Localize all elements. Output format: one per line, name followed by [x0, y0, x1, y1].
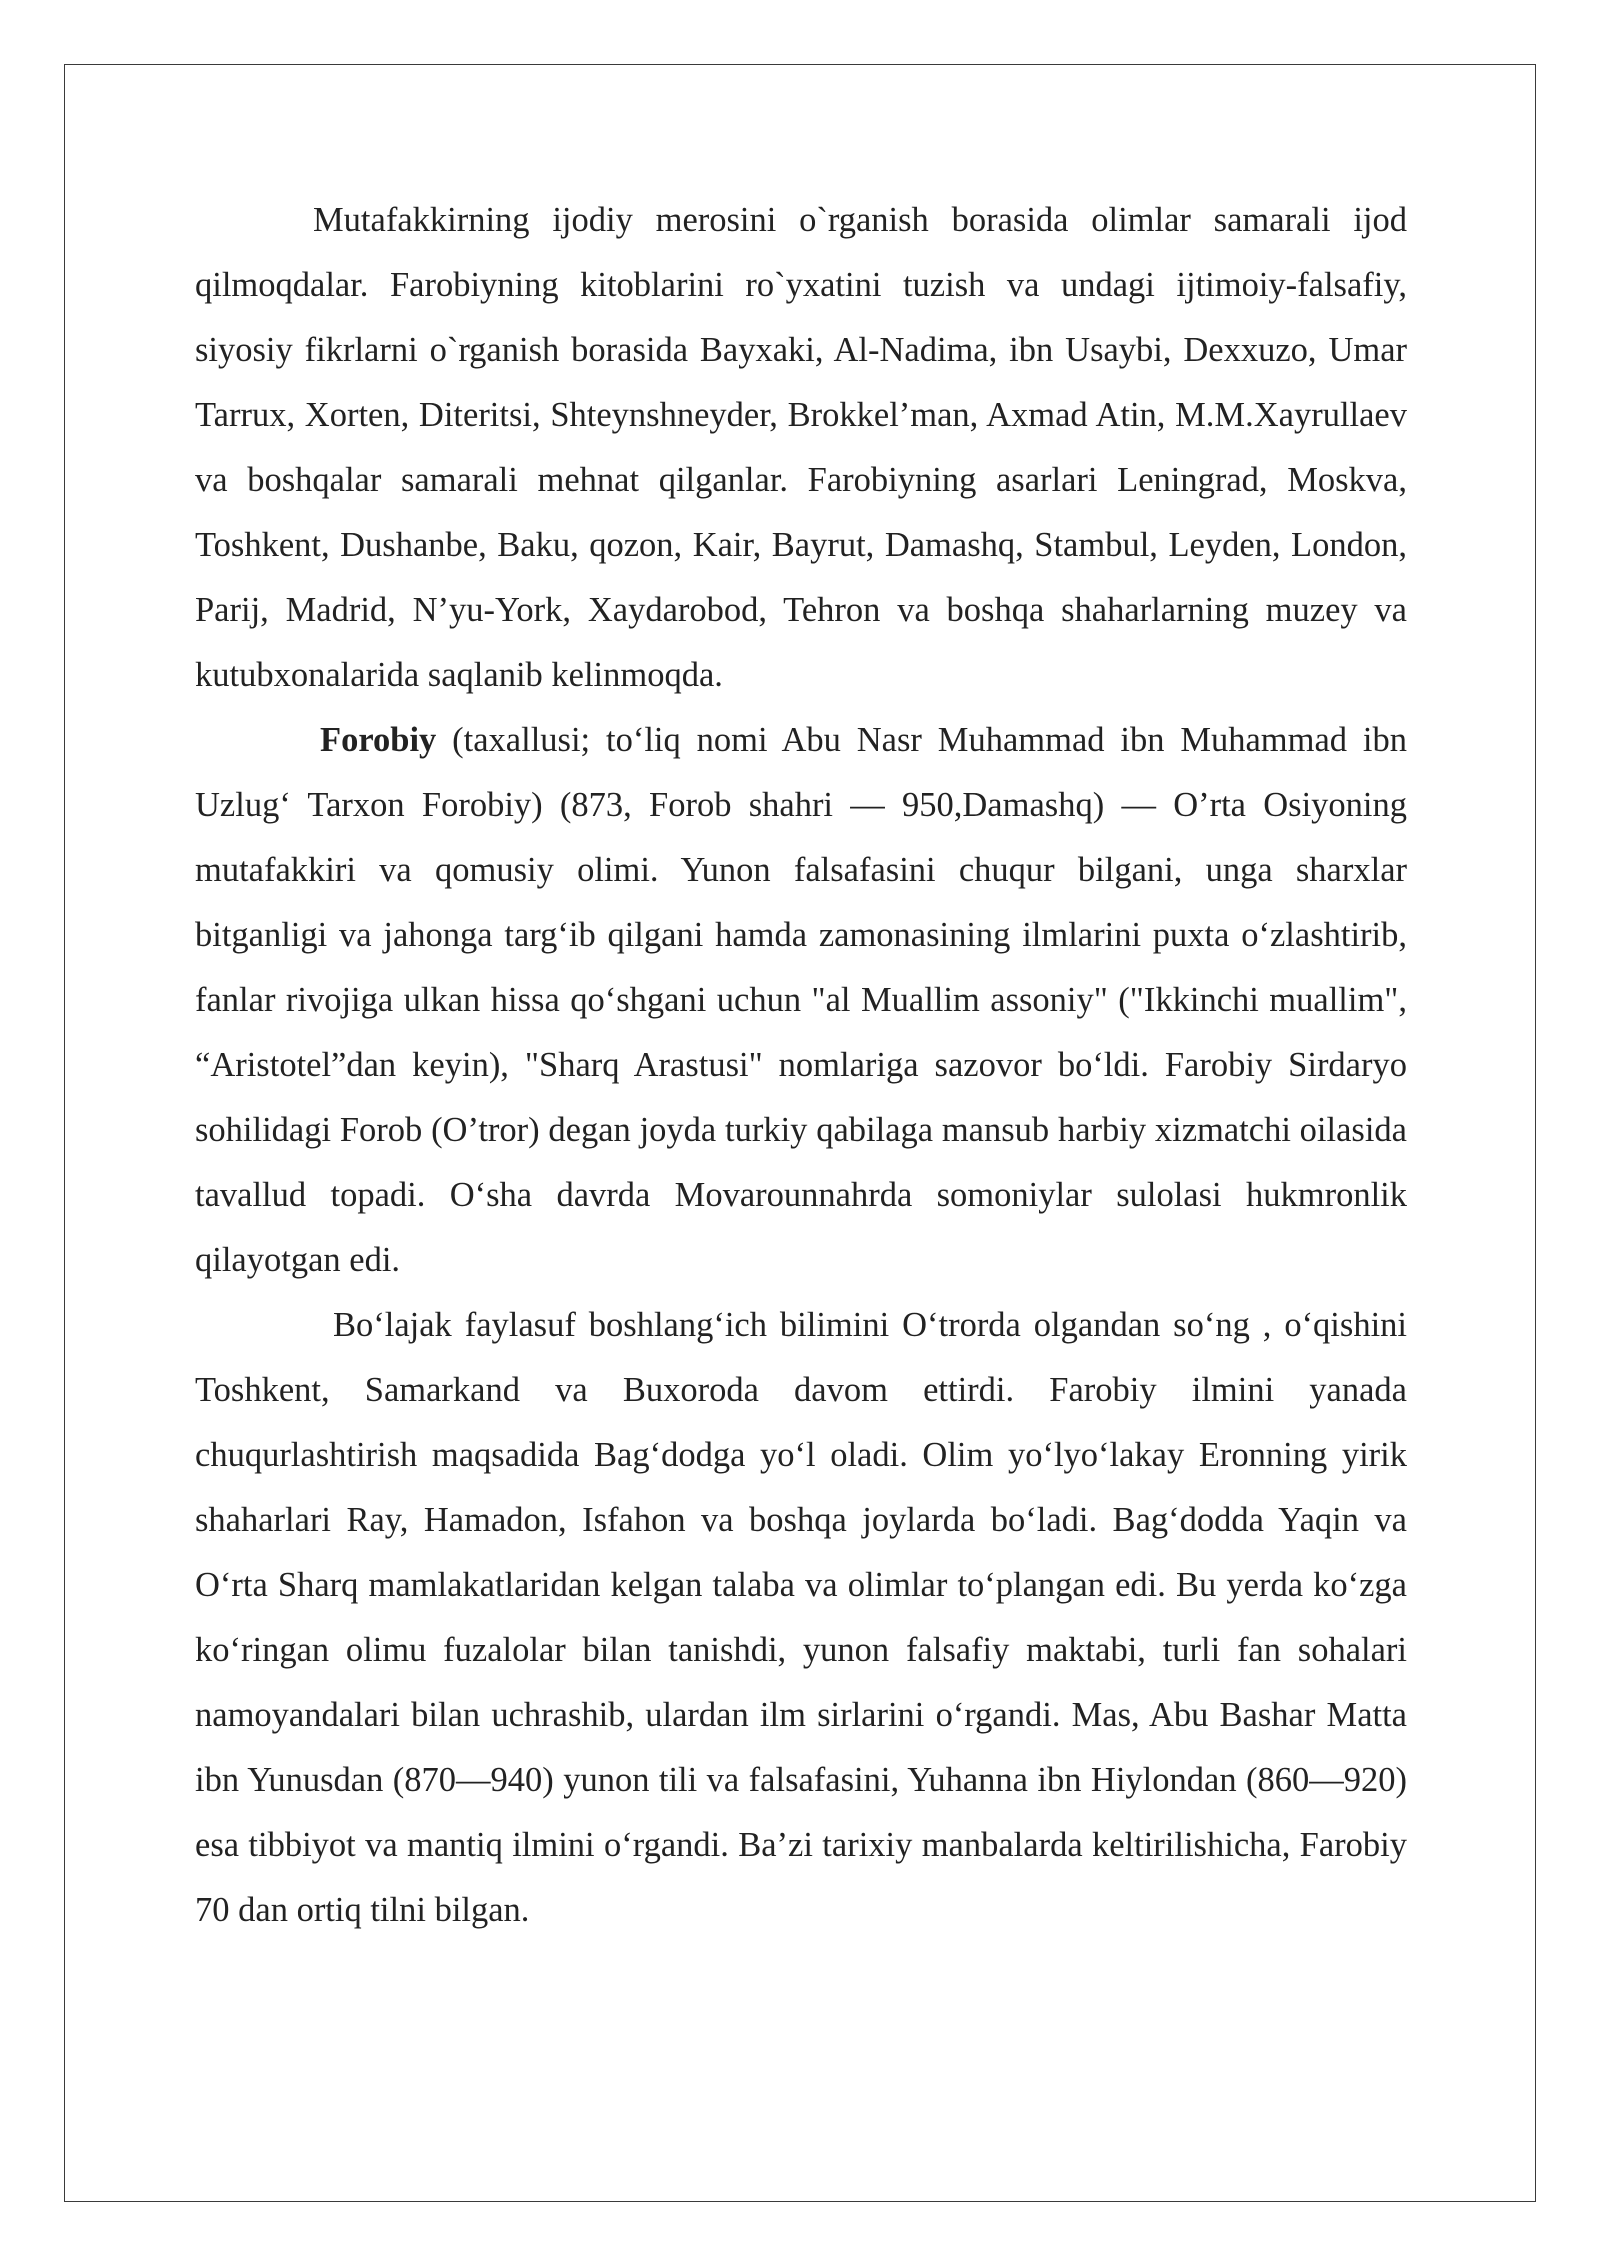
- paragraph-1: [195, 188, 1407, 708]
- paragraph-3-text: Bo‘lajak faylasuf boshlang‘ich bilimini O‘trorda olgandan so‘ng , o‘qishini Toshkent, Samarkand va Buxoroda davom ettirdi. Farobiy ilmini yanada chuqurlashtirish maqsadida Bag‘dodga yo‘l oladi. Olim yo‘lyo‘lakay Eronning yirik shaharlari Ray, Hamadon, Isfahon va boshqa joylarda bo‘ladi. Bag‘dodda Yaqin va O‘rta Sharq mamlakatlaridan kelgan talaba va olimlar to‘plangan edi. Bu yerda ko‘zga ko‘ringan olimu fuzalolar bilan tanishdi, yunon falsafiy maktabi, turli fan sohalari namoyandalari bilan uchrashib, ulardan ilm sirlarini o‘rgandi. Mas, Abu Bashar Matta ibn Yunusdan (870—940) yunon tili va falsafasini, Yuhanna ibn Hiylondan (860—920) esa tibbiyot va mantiq ilmini o‘rgandi. Ba’zi tarixiy manbalarda keltirilishicha, Farobiy 70 dan ortiq tilni bilgan.: [195, 1306, 1407, 1929]
- paragraph-2-bold-lead: Forobiy: [320, 721, 437, 759]
- paragraph-2: [195, 708, 1407, 1293]
- paragraph-1-text: Mutafakkirning ijodiy merosini o`rganish borasida olimlar samarali ijod qilmoqdalar. Farobiyning kitoblarini ro`yxatini tuzish va undagi ijtimoiy-falsafiy, siyosiy fikrlarni o`rganish borasida Bayxaki, Al-Nadima, ibn Usaybi, Dexxuzo, Umar Tarrux, Xorten, Diteritsi, Shteynshneyder, Brokkel’man, Axmad Atin, M.M.Xayrullaev va boshqalar samarali mehnat qilganlar. Farobiyning asarlari Leningrad, Moskva, Toshkent, Dushanbe, Baku, qozon, Kair, Bayrut, Damashq, Stambul, Leyden, London, Parij, Madrid, N’yu-York, Xaydarobod, Tehron va boshqa shaharlarning muzey va kutubxonalarida saqlanib kelinmoqda.: [195, 201, 1407, 694]
- paragraph-3: [195, 1293, 1407, 1943]
- document-body: [195, 188, 1407, 1943]
- paragraph-2-text: (taxallusi; to‘liq nomi Abu Nasr Muhammad ibn Muhammad ibn Uzlug‘ Tarxon Forobiy) (873, Forob shahri — 950,Damashq) — O’rta Osiyoning mutafakkiri va qomusiy olimi. Yunon falsafasini chuqur bilgani, unga sharxlar bitganligi va jahonga targ‘ib qilgani hamda zamonasining ilmlarini puxta o‘zlashtirib, fanlar rivojiga ulkan hissa qo‘shgani uchun "al Muallim assoniy" ("Ikkinchi muallim", “Aristotel”dan keyin), "Sharq Arastusi" nomlariga sazovor bo‘ldi. Farobiy Sirdaryo sohilidagi Forob (O’tror) degan joyda turkiy qabilaga mansub harbiy xizmatchi oilasida tavallud topadi. O‘sha davrda Movarounnahrda somoniylar sulolasi hukmronlik qilayotgan edi.: [195, 721, 1407, 1279]
